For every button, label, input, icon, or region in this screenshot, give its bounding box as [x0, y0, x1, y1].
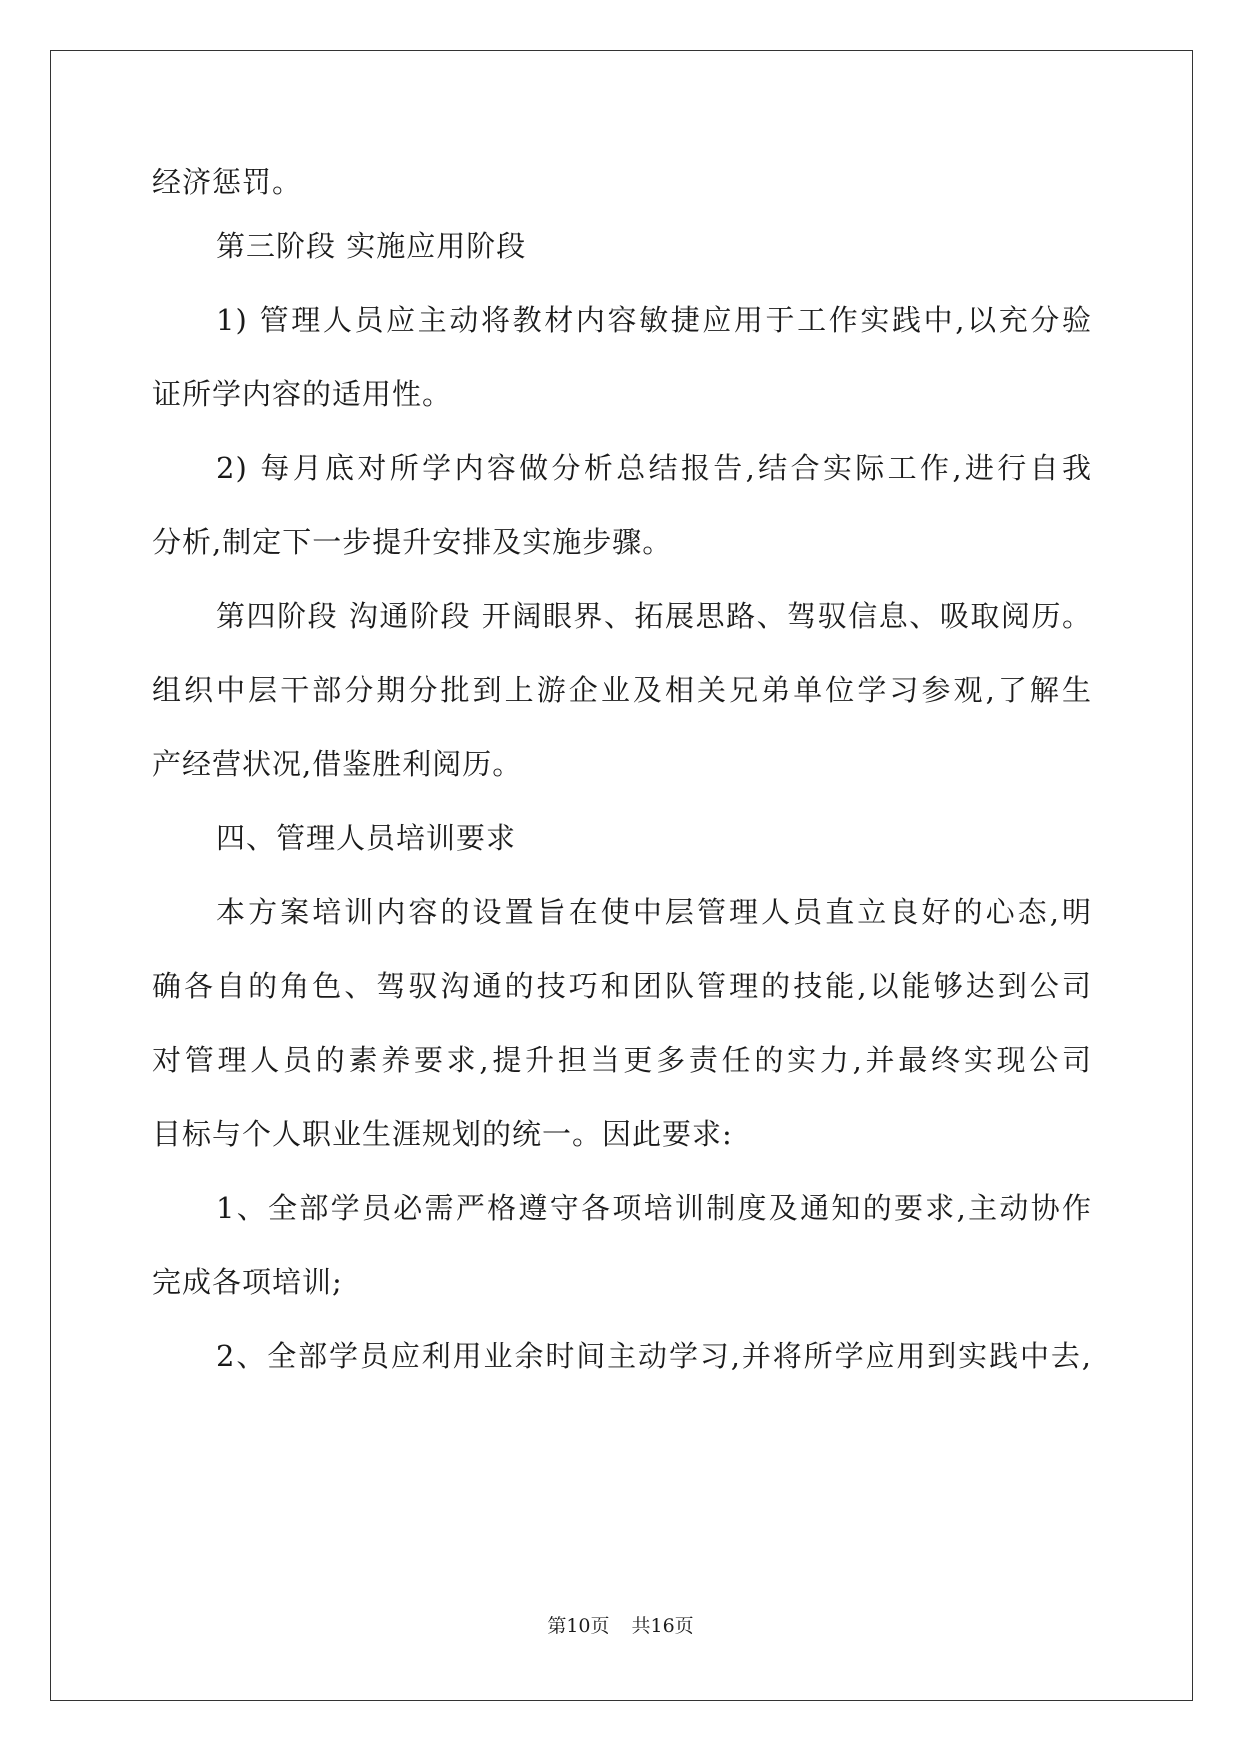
text-line: 2、全部学员应利用业余时间主动学习,并将所学应用到实践中去, — [216, 1339, 1092, 1373]
text-line: 分析,制定下一步提升安排及实施步骤。 — [152, 525, 673, 559]
page-border — [50, 50, 1193, 1701]
text-line: 确各自的角色、驾驭沟通的技巧和团队管理的技能,以能够达到公司 — [152, 969, 1092, 1003]
section-heading: 第三阶段 实施应用阶段 — [216, 229, 527, 263]
page-footer — [0, 1614, 1241, 1638]
section-heading: 第四阶段 沟通阶段 开阔眼界、拓展思路、驾驭信息、吸取阅历。 — [216, 599, 1092, 633]
text-line: 完成各项培训; — [152, 1265, 343, 1299]
total-pages: 共16页 — [631, 1615, 694, 1637]
text-line: 产经营状况,借鉴胜利阅历。 — [152, 747, 523, 781]
text-line: 2) 每月底对所学内容做分析总结报告,结合实际工作,进行自我 — [216, 451, 1092, 485]
text-line: 1、全部学员必需严格遵守各项培训制度及通知的要求,主动协作 — [216, 1191, 1092, 1225]
text-line: 经济惩罚。 — [152, 165, 303, 199]
current-page-number: 第10页 — [547, 1615, 610, 1637]
text-line: 证所学内容的适用性。 — [152, 377, 453, 411]
text-line: 1) 管理人员应主动将教材内容敏捷应用于工作实践中,以充分验 — [216, 303, 1092, 337]
text-line: 组织中层干部分期分批到上游企业及相关兄弟单位学习参观,了解生 — [152, 673, 1092, 707]
section-heading: 四、管理人员培训要求 — [216, 821, 517, 855]
text-line: 对管理人员的素养要求,提升担当更多责任的实力,并最终实现公司 — [152, 1043, 1092, 1077]
text-line: 目标与个人职业生涯规划的统一。因此要求: — [152, 1117, 733, 1151]
text-line: 本方案培训内容的设置旨在使中层管理人员直立良好的心态,明 — [216, 895, 1092, 929]
